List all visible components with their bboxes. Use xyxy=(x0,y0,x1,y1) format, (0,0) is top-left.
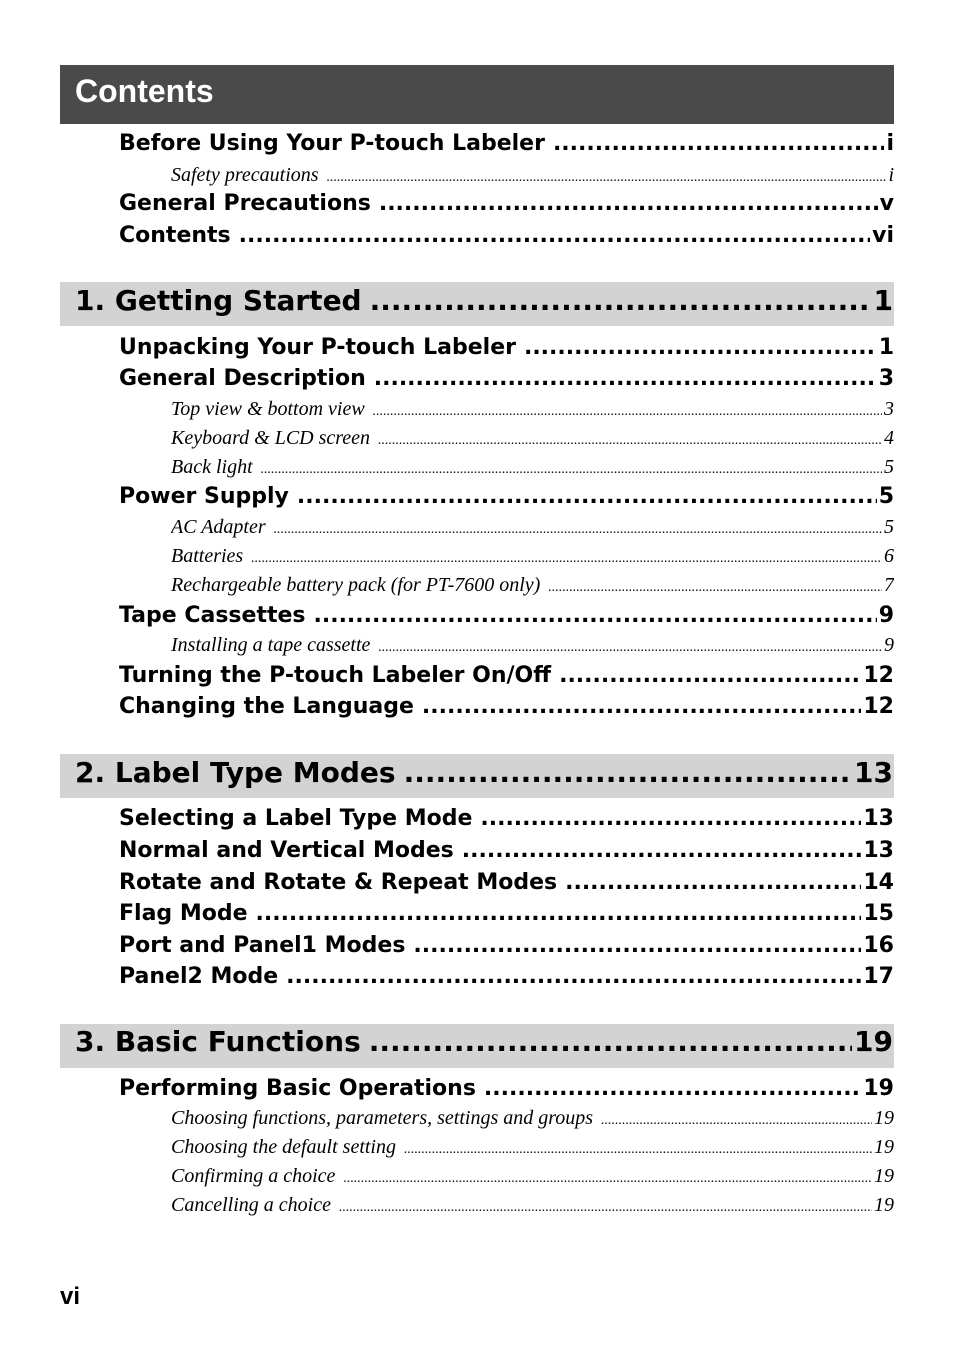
toc-entry-label: Performing Basic Operations xyxy=(119,1076,476,1101)
dot-leader xyxy=(404,1142,872,1158)
toc-entry-label: Tape Cassettes xyxy=(119,603,306,628)
toc-subentry-page: 19 xyxy=(874,1194,894,1216)
toc-subentry-page: 4 xyxy=(884,427,894,449)
toc-subentry[interactable] xyxy=(171,634,894,662)
toc-entry-page: 12 xyxy=(863,663,894,688)
toc-subentry-label: Top view & bottom view xyxy=(171,398,365,420)
toc-subentry-label: Confirming a choice xyxy=(171,1165,336,1187)
dot-leader xyxy=(251,551,882,567)
toc-entry[interactable] xyxy=(119,1076,894,1106)
toc-subentry[interactable] xyxy=(171,574,894,602)
toc-subentry-label: Rechargeable battery pack (for PT-7600 only) xyxy=(171,574,541,596)
toc-entry-page: 3 xyxy=(878,366,894,391)
toc-subentry[interactable] xyxy=(171,456,894,484)
page-number: vi xyxy=(60,1283,81,1310)
toc-entry-label: Power Supply xyxy=(119,484,289,509)
chapter-page: 1 xyxy=(873,284,893,317)
dot-leader xyxy=(297,484,877,509)
dot-leader xyxy=(379,191,878,216)
toc-subentry[interactable] xyxy=(171,545,894,573)
dot-leader xyxy=(327,170,887,186)
toc-entry[interactable] xyxy=(119,694,894,724)
toc-entry-general-precautions[interactable] xyxy=(119,191,894,221)
toc-subentry-label: Installing a tape cassette xyxy=(171,634,371,656)
toc-chapter-getting-started[interactable] xyxy=(75,284,893,322)
dot-leader xyxy=(559,663,861,688)
toc-subentry[interactable] xyxy=(171,398,894,426)
contents-header-bar xyxy=(60,65,894,124)
dot-leader xyxy=(548,580,882,596)
toc-entry[interactable] xyxy=(119,901,894,931)
toc-entry[interactable] xyxy=(119,838,894,868)
chapter-page: 13 xyxy=(854,756,893,789)
toc-subentry[interactable] xyxy=(171,1136,894,1164)
toc-entry[interactable] xyxy=(119,806,894,836)
toc-entry[interactable] xyxy=(119,366,894,396)
toc-subentry-page: 5 xyxy=(884,516,894,538)
toc-entry[interactable] xyxy=(119,335,894,365)
toc-subentry[interactable] xyxy=(171,516,894,544)
toc-entry-label: Rotate and Rotate & Repeat Modes xyxy=(119,870,558,895)
toc-entry-page: v xyxy=(879,191,894,216)
dot-leader xyxy=(601,1113,872,1129)
toc-subentry[interactable] xyxy=(171,1165,894,1193)
toc-entry[interactable] xyxy=(119,484,894,514)
toc-subentry-label: Choosing the default setting xyxy=(171,1136,396,1158)
toc-subentry-label: Back light xyxy=(171,456,253,478)
toc-entry-page: 16 xyxy=(863,933,894,958)
toc-entry-label: Port and Panel1 Modes xyxy=(119,933,406,958)
toc-subentry-page: 9 xyxy=(884,634,894,656)
toc-entry-contents[interactable] xyxy=(119,223,894,253)
toc-chapter-label-type-modes[interactable] xyxy=(75,756,893,794)
toc-entry-label: Turning the P-touch Labeler On/Off xyxy=(119,663,552,688)
dot-leader xyxy=(524,335,877,360)
toc-subentry-label: Choosing functions, parameters, settings and groups xyxy=(171,1107,594,1129)
dot-leader xyxy=(369,1025,852,1058)
dot-leader xyxy=(256,901,862,926)
toc-entry[interactable] xyxy=(119,933,894,963)
toc-entry-page: 13 xyxy=(863,838,894,863)
toc-subentry-label: Batteries xyxy=(171,545,244,567)
toc-subentry-label: Cancelling a choice xyxy=(171,1194,331,1216)
toc-entry-page: 5 xyxy=(878,484,894,509)
toc-subentry-label: Safety precautions xyxy=(171,164,319,186)
chapter-title: 3. Basic Functions xyxy=(75,1025,361,1058)
toc-subentry-page: 3 xyxy=(884,398,894,420)
dot-leader xyxy=(378,433,882,449)
toc-entry-label: Contents xyxy=(119,223,231,248)
chapter-page: 19 xyxy=(854,1025,893,1058)
toc-subentry[interactable] xyxy=(171,427,894,455)
toc-entry-page: 9 xyxy=(878,603,894,628)
toc-subentry-page: i xyxy=(888,164,894,186)
dot-leader xyxy=(462,838,862,863)
toc-subentry-page: 6 xyxy=(884,545,894,567)
dot-leader xyxy=(343,1171,872,1187)
toc-entry[interactable] xyxy=(119,663,894,693)
toc-entry[interactable] xyxy=(119,870,894,900)
toc-chapter-basic-functions[interactable] xyxy=(75,1025,893,1063)
chapter-title: 1. Getting Started xyxy=(75,284,362,317)
dot-leader xyxy=(261,462,882,478)
toc-entry[interactable] xyxy=(119,603,894,633)
toc-subentry-page: 19 xyxy=(874,1107,894,1129)
toc-entry-label: General Description xyxy=(119,366,366,391)
toc-subentry-page: 7 xyxy=(884,574,894,596)
toc-entry[interactable] xyxy=(119,964,894,994)
toc-subentry-label: AC Adapter xyxy=(171,516,266,538)
toc-subentry[interactable] xyxy=(171,1194,894,1222)
toc-entry-page: 1 xyxy=(878,335,894,360)
page-title: Contents xyxy=(75,73,214,109)
chapter-title: 2. Label Type Modes xyxy=(75,756,396,789)
toc-entry-label: Before Using Your P-touch Labeler xyxy=(119,131,545,156)
toc-entry-page: i xyxy=(886,131,894,156)
toc-entry-label: Panel2 Mode xyxy=(119,964,279,989)
dot-leader xyxy=(374,366,877,391)
dot-leader xyxy=(404,756,852,789)
dot-leader xyxy=(378,640,882,656)
toc-entry-page: 13 xyxy=(863,806,894,831)
toc-entry-page: vi xyxy=(872,223,894,248)
toc-entry-page: 17 xyxy=(863,964,894,989)
toc-entry-label: Normal and Vertical Modes xyxy=(119,838,454,863)
toc-entry-label: Selecting a Label Type Mode xyxy=(119,806,473,831)
dot-leader xyxy=(413,933,861,958)
toc-entry-page: 14 xyxy=(863,870,894,895)
toc-entry-label: Flag Mode xyxy=(119,901,248,926)
toc-entry-label: Unpacking Your P-touch Labeler xyxy=(119,335,516,360)
toc-subentry-page: 19 xyxy=(874,1165,894,1187)
toc-entry-before-using[interactable] xyxy=(119,131,894,161)
toc-subentry-safety[interactable] xyxy=(171,164,894,192)
dot-leader xyxy=(274,522,882,538)
toc-subentry-page: 5 xyxy=(884,456,894,478)
dot-leader xyxy=(565,870,861,895)
dot-leader xyxy=(339,1200,872,1216)
toc-entry-label: General Precautions xyxy=(119,191,371,216)
dot-leader xyxy=(422,694,861,719)
dot-leader xyxy=(370,284,872,317)
toc-entry-page: 15 xyxy=(863,901,894,926)
toc-subentry-page: 19 xyxy=(874,1136,894,1158)
dot-leader xyxy=(239,223,870,248)
dot-leader xyxy=(480,806,861,831)
toc-subentry[interactable] xyxy=(171,1107,894,1135)
toc-entry-page: 19 xyxy=(863,1076,894,1101)
toc-entry-page: 12 xyxy=(863,694,894,719)
dot-leader xyxy=(373,404,882,420)
dot-leader xyxy=(314,603,877,628)
dot-leader xyxy=(484,1076,861,1101)
dot-leader xyxy=(553,131,885,156)
toc-entry-label: Changing the Language xyxy=(119,694,414,719)
dot-leader xyxy=(286,964,861,989)
toc-subentry-label: Keyboard & LCD screen xyxy=(171,427,371,449)
